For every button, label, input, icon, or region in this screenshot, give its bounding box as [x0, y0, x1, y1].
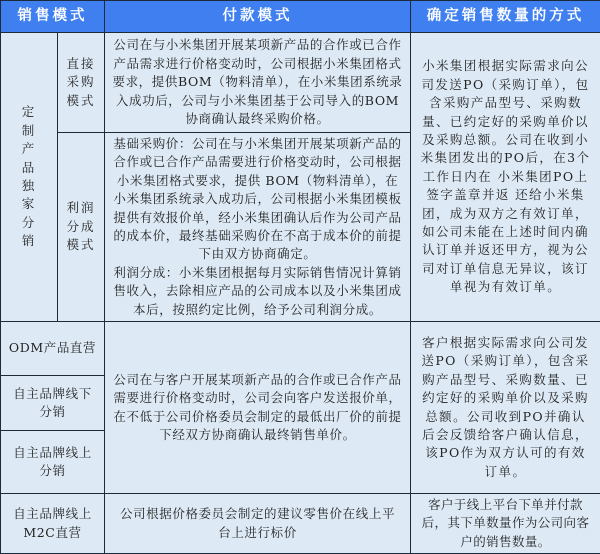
xiaomi-group-label: 定制产品独家分销 [1, 33, 58, 322]
customer-payment: 公司在与客户开展某项新产品的合作或已合作产品需要进行价格变动时，公司会向客户发送报价单，在不低于公司价格委员会制定的最低出厂价的前提下经双方协商确认最终销售单价。 [105, 322, 411, 494]
header-sales-mode: 销售模式 [1, 1, 105, 33]
mode-odm: ODM产品直营 [1, 322, 105, 376]
profit-share-text: 利润分成：小米集团根据每月实际销售情况计算销售收入，去除相应产品的公司成本以及小米集团成本后，按照约定比例，给予公司利润分成。 [112, 264, 403, 319]
profit-share-label: 利润分成模式 [58, 133, 105, 322]
xiaomi-quantity-method: 小米集团根据实际需求向公司发送PO（采购订单），包含采购产品型号、采购数量、已约定好的采购单价以及采购总额。公司在收到小米集团发出的PO后，在3个工作日内在 小米集团PO上签字盖章并返 还给小米集团，成为双方之有效订单，如公司未能在上述时间内确认订单并返还甲方，视为公司对订单信息无异议，该订单视为有效订单。 [411, 33, 600, 322]
m2c-quantity-method: 客户于线上平台下单并付款后，其下单数量作为公司向客户的销售数量。 [411, 494, 600, 554]
direct-purchase-payment: 公司在与小米集团开展某项新产品的合作或已合作产品需求进行价格变动时，公司根据小米集团格式要求，提供BOM（物料清单），在小米集团系统录入成功后，公司与小米集团基于公司导入的BOM协商确认最终采购价格。 [105, 33, 411, 133]
header-quantity-method: 确定销售数量的方式 [411, 1, 600, 33]
mode-online-distribution: 自主品牌线上分销 [1, 431, 105, 494]
direct-purchase-label: 直接采购模式 [58, 33, 105, 133]
customer-quantity-method: 客户根据实际需求向公司发送PO（采购订单），包含采购产品型号、采购数量、已约定好的采购单价以及采购总额。公司收到PO并确认后会反馈给客户确认信息，该PO作为双方认可的有效订单。 [411, 322, 600, 494]
m2c-payment: 公司根据价格委员会制定的建议零售价在线上平台上进行标价 [105, 494, 411, 554]
header-payment-mode: 付款模式 [105, 1, 411, 33]
profit-share-payment [105, 133, 411, 322]
base-price-text: 基础采购价：公司在与小米集团开展某项新产品的合作或已合作产品需要进行价格变动时，公司根据小米集团格式要求，提供 BOM（物料清单），在小米集团系统录入成功后，公司根据小米集团模板提供有效报价单，经小米集团确认后作为公司产品的成本价，最终基础采购价在不高于成本价的前提下由双方协商确定。 [112, 135, 403, 264]
mode-offline-distribution: 自主品牌线下分销 [1, 376, 105, 431]
mode-m2c: 自主品牌线上M2C直营 [1, 494, 105, 554]
